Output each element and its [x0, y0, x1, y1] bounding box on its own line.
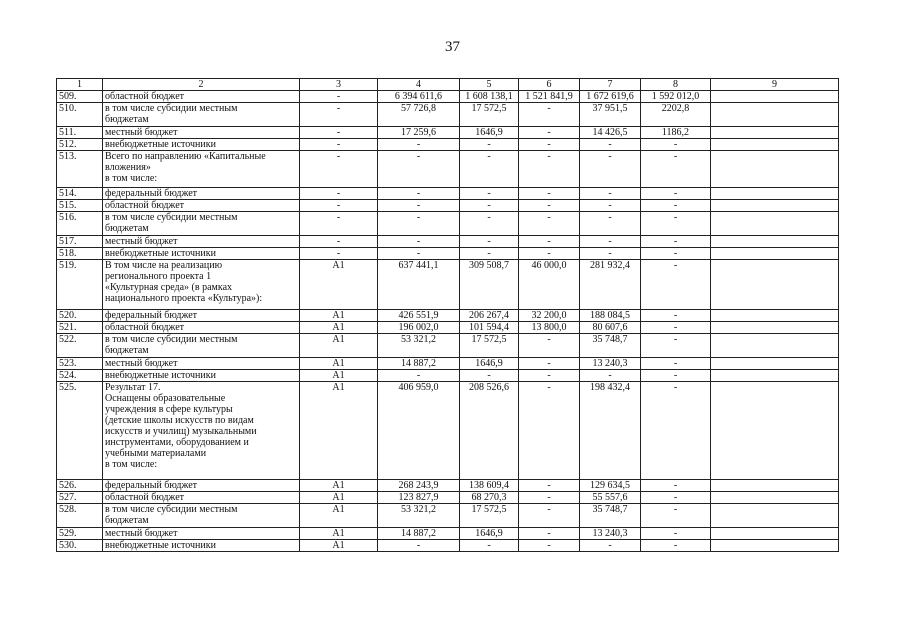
table-cell: -: [641, 334, 711, 358]
table-row: [57, 139, 839, 151]
table-cell: 101 594,4: [460, 322, 519, 334]
table-cell: 309 508,7: [460, 260, 519, 310]
table-cell: 529.: [57, 528, 103, 540]
table-row: [57, 310, 839, 322]
table-cell: -: [519, 528, 580, 540]
table-cell: -: [519, 139, 580, 151]
table-cell: А1: [300, 260, 378, 310]
table-cell: 1646,9: [460, 528, 519, 540]
table-cell: -: [580, 139, 641, 151]
table-row: [57, 151, 839, 188]
table-cell: -: [300, 236, 378, 248]
table-row: [57, 260, 839, 310]
column-header: 8: [641, 79, 711, 91]
table-cell: 14 426,5: [580, 127, 641, 139]
table-cell: 1 521 841,9: [519, 91, 580, 103]
table-row: [57, 103, 839, 127]
table-cell: -: [460, 151, 519, 188]
table-cell: [711, 540, 839, 552]
table-cell: 426 551,9: [378, 310, 460, 322]
table-cell: 2202,8: [641, 103, 711, 127]
table-row: [57, 200, 839, 212]
table-cell: -: [641, 200, 711, 212]
table-cell: 196 002,0: [378, 322, 460, 334]
column-header: 4: [378, 79, 460, 91]
table-cell: -: [641, 528, 711, 540]
table-cell: [711, 322, 839, 334]
table-cell: 53 321,2: [378, 334, 460, 358]
table-cell: [711, 139, 839, 151]
table-cell: 523.: [57, 358, 103, 370]
table-cell: 526.: [57, 480, 103, 492]
table-cell: [711, 528, 839, 540]
table-row: [57, 528, 839, 540]
table-row: [57, 334, 839, 358]
table-cell: 14 887,2: [378, 528, 460, 540]
table-cell: -: [378, 151, 460, 188]
table-row: [57, 212, 839, 236]
table-cell: внебюджетные источники: [103, 139, 300, 151]
table-cell: [711, 260, 839, 310]
table-cell: 35 748,7: [580, 504, 641, 528]
table-cell: 13 800,0: [519, 322, 580, 334]
table-row: [57, 91, 839, 103]
table-cell: -: [378, 248, 460, 260]
table-cell: 281 932,4: [580, 260, 641, 310]
table-cell: [711, 188, 839, 200]
table-cell: Всего по направлению «Капитальные вложения» в том числе:: [103, 151, 300, 188]
table-cell: -: [519, 248, 580, 260]
table-cell: 268 243,9: [378, 480, 460, 492]
table-cell: 510.: [57, 103, 103, 127]
table-cell: -: [378, 540, 460, 552]
table-cell: областной бюджет: [103, 322, 300, 334]
table-cell: -: [460, 188, 519, 200]
table-cell: -: [519, 504, 580, 528]
table-row: [57, 188, 839, 200]
table-cell: -: [580, 248, 641, 260]
table-cell: 206 267,4: [460, 310, 519, 322]
table-cell: -: [300, 248, 378, 260]
column-header: 3: [300, 79, 378, 91]
column-header: 6: [519, 79, 580, 91]
table-cell: [711, 248, 839, 260]
table-cell: [711, 492, 839, 504]
table-cell: 17 572,5: [460, 103, 519, 127]
table-cell: областной бюджет: [103, 200, 300, 212]
table-cell: -: [300, 200, 378, 212]
table-cell: 80 607,6: [580, 322, 641, 334]
table-cell: 509.: [57, 91, 103, 103]
table-cell: 513.: [57, 151, 103, 188]
table-cell: -: [460, 540, 519, 552]
table-cell: в том числе субсидии местным бюджетам: [103, 103, 300, 127]
table-cell: 6 394 611,6: [378, 91, 460, 103]
table-cell: 17 572,5: [460, 334, 519, 358]
table-cell: федеральный бюджет: [103, 480, 300, 492]
table-cell: [711, 212, 839, 236]
table-cell: -: [519, 236, 580, 248]
table-cell: А1: [300, 528, 378, 540]
table-cell: внебюджетные источники: [103, 370, 300, 382]
table-row: [57, 236, 839, 248]
table-cell: местный бюджет: [103, 127, 300, 139]
table-cell: А1: [300, 540, 378, 552]
table-cell: федеральный бюджет: [103, 310, 300, 322]
table-cell: -: [641, 480, 711, 492]
table-cell: -: [378, 212, 460, 236]
table-cell: внебюджетные источники: [103, 540, 300, 552]
table-cell: 17 259,6: [378, 127, 460, 139]
table-cell: -: [300, 91, 378, 103]
table-row: [57, 127, 839, 139]
column-header: 9: [711, 79, 839, 91]
table-cell: 511.: [57, 127, 103, 139]
table-row: [57, 248, 839, 260]
table-cell: 57 726,8: [378, 103, 460, 127]
table-cell: -: [519, 370, 580, 382]
table-cell: -: [300, 103, 378, 127]
table-cell: [711, 236, 839, 248]
table-cell: -: [641, 260, 711, 310]
table-cell: 13 240,3: [580, 528, 641, 540]
table-cell: 1 608 138,1: [460, 91, 519, 103]
table-cell: -: [378, 139, 460, 151]
table-cell: 1 592 012,0: [641, 91, 711, 103]
page-number: 37: [445, 39, 460, 55]
table-cell: -: [641, 382, 711, 480]
table-cell: 512.: [57, 139, 103, 151]
table-cell: -: [378, 370, 460, 382]
table-cell: -: [300, 151, 378, 188]
table-cell: 517.: [57, 236, 103, 248]
table-cell: А1: [300, 480, 378, 492]
table-cell: 524.: [57, 370, 103, 382]
table-cell: А1: [300, 382, 378, 480]
table-cell: -: [641, 139, 711, 151]
table-cell: -: [580, 236, 641, 248]
budget-table: [56, 78, 839, 552]
table-cell: [711, 382, 839, 480]
table-cell: А1: [300, 358, 378, 370]
table-cell: -: [460, 139, 519, 151]
table-row: [57, 358, 839, 370]
column-header: 7: [580, 79, 641, 91]
table-cell: в том числе субсидии местным бюджетам: [103, 212, 300, 236]
table-cell: -: [378, 236, 460, 248]
table-cell: 525.: [57, 382, 103, 480]
table-cell: в том числе субсидии местным бюджетам: [103, 504, 300, 528]
table-row: [57, 322, 839, 334]
table-cell: [711, 334, 839, 358]
table-cell: -: [641, 236, 711, 248]
table-cell: 1186,2: [641, 127, 711, 139]
table-cell: -: [641, 188, 711, 200]
table-cell: внебюджетные источники: [103, 248, 300, 260]
table-cell: 123 827,9: [378, 492, 460, 504]
table-cell: 518.: [57, 248, 103, 260]
table-cell: 406 959,0: [378, 382, 460, 480]
table-cell: 1646,9: [460, 127, 519, 139]
table-cell: А1: [300, 322, 378, 334]
table-cell: -: [378, 188, 460, 200]
table-cell: -: [641, 358, 711, 370]
table-cell: 53 321,2: [378, 504, 460, 528]
table-cell: В том числе на реализацию регионального проекта 1 «Культурная среда» (в рамках национального проекта «Культура»):: [103, 260, 300, 310]
table-cell: 514.: [57, 188, 103, 200]
table-cell: 1 672 619,6: [580, 91, 641, 103]
table-cell: -: [580, 200, 641, 212]
table-cell: -: [300, 127, 378, 139]
table-cell: 522.: [57, 334, 103, 358]
table-cell: [711, 480, 839, 492]
table-cell: -: [378, 200, 460, 212]
table-cell: 1646,9: [460, 358, 519, 370]
table-cell: 527.: [57, 492, 103, 504]
table-cell: областной бюджет: [103, 91, 300, 103]
table-cell: 35 748,7: [580, 334, 641, 358]
table-cell: [711, 358, 839, 370]
table-cell: [711, 91, 839, 103]
table-cell: -: [300, 188, 378, 200]
table-cell: 530.: [57, 540, 103, 552]
table-cell: -: [519, 127, 580, 139]
table-row: [57, 370, 839, 382]
table-cell: федеральный бюджет: [103, 188, 300, 200]
table-cell: 55 557,6: [580, 492, 641, 504]
table-cell: -: [641, 540, 711, 552]
table-cell: 17 572,5: [460, 504, 519, 528]
table-cell: -: [460, 212, 519, 236]
table-cell: -: [641, 310, 711, 322]
table-cell: 188 084,5: [580, 310, 641, 322]
table-cell: 637 441,1: [378, 260, 460, 310]
table-cell: [711, 370, 839, 382]
table-cell: [711, 103, 839, 127]
table-cell: -: [641, 248, 711, 260]
table-cell: 198 432,4: [580, 382, 641, 480]
table-cell: местный бюджет: [103, 236, 300, 248]
table-cell: А1: [300, 504, 378, 528]
table-row: [57, 492, 839, 504]
table-cell: 14 887,2: [378, 358, 460, 370]
table-cell: А1: [300, 370, 378, 382]
table-cell: -: [519, 151, 580, 188]
table-cell: -: [519, 103, 580, 127]
column-header: 5: [460, 79, 519, 91]
table-cell: 516.: [57, 212, 103, 236]
table-cell: -: [641, 504, 711, 528]
table-cell: [711, 151, 839, 188]
table-cell: -: [519, 200, 580, 212]
table-cell: 37 951,5: [580, 103, 641, 127]
table-cell: местный бюджет: [103, 358, 300, 370]
table-cell: А1: [300, 310, 378, 322]
table-cell: -: [580, 151, 641, 188]
table-cell: -: [580, 370, 641, 382]
table-cell: -: [300, 139, 378, 151]
table-cell: 138 609,4: [460, 480, 519, 492]
table-cell: в том числе субсидии местным бюджетам: [103, 334, 300, 358]
table-cell: -: [641, 370, 711, 382]
table-cell: -: [580, 540, 641, 552]
table-cell: -: [641, 151, 711, 188]
table-cell: -: [580, 188, 641, 200]
table-cell: Результат 17. Оснащены образовательные учреждения в сфере культуры (детские школы искусств по видам искусств и училищ) музыкальными инструментами, оборудованием и учебными материалами в том числе:: [103, 382, 300, 480]
table-cell: -: [519, 382, 580, 480]
table-cell: -: [519, 188, 580, 200]
table-cell: -: [460, 370, 519, 382]
table-header-row: [57, 79, 839, 91]
table-cell: -: [519, 334, 580, 358]
table-cell: А1: [300, 334, 378, 358]
table-cell: 519.: [57, 260, 103, 310]
table-cell: -: [460, 248, 519, 260]
table-cell: [711, 200, 839, 212]
column-header: 1: [57, 79, 103, 91]
table-cell: 32 200,0: [519, 310, 580, 322]
table-cell: [711, 310, 839, 322]
table-row: [57, 480, 839, 492]
table-cell: 13 240,3: [580, 358, 641, 370]
table-row: [57, 504, 839, 528]
table-cell: -: [641, 322, 711, 334]
column-header: 2: [103, 79, 300, 91]
table-row: [57, 382, 839, 480]
table-cell: местный бюджет: [103, 528, 300, 540]
table-cell: -: [519, 540, 580, 552]
table-cell: 528.: [57, 504, 103, 528]
table-cell: -: [641, 212, 711, 236]
table-cell: 515.: [57, 200, 103, 212]
table-cell: -: [580, 212, 641, 236]
table-cell: областной бюджет: [103, 492, 300, 504]
table-cell: -: [519, 492, 580, 504]
table-cell: 521.: [57, 322, 103, 334]
table-cell: [711, 127, 839, 139]
table-cell: 520.: [57, 310, 103, 322]
table-cell: [711, 504, 839, 528]
table-cell: 68 270,3: [460, 492, 519, 504]
table-cell: -: [519, 212, 580, 236]
table-cell: 129 634,5: [580, 480, 641, 492]
table-cell: А1: [300, 492, 378, 504]
table-cell: 208 526,6: [460, 382, 519, 480]
table-cell: -: [300, 212, 378, 236]
table-row: [57, 540, 839, 552]
table-cell: 46 000,0: [519, 260, 580, 310]
table-cell: -: [460, 200, 519, 212]
table-cell: -: [460, 236, 519, 248]
table-cell: -: [519, 358, 580, 370]
table-cell: -: [519, 480, 580, 492]
table-cell: -: [641, 492, 711, 504]
